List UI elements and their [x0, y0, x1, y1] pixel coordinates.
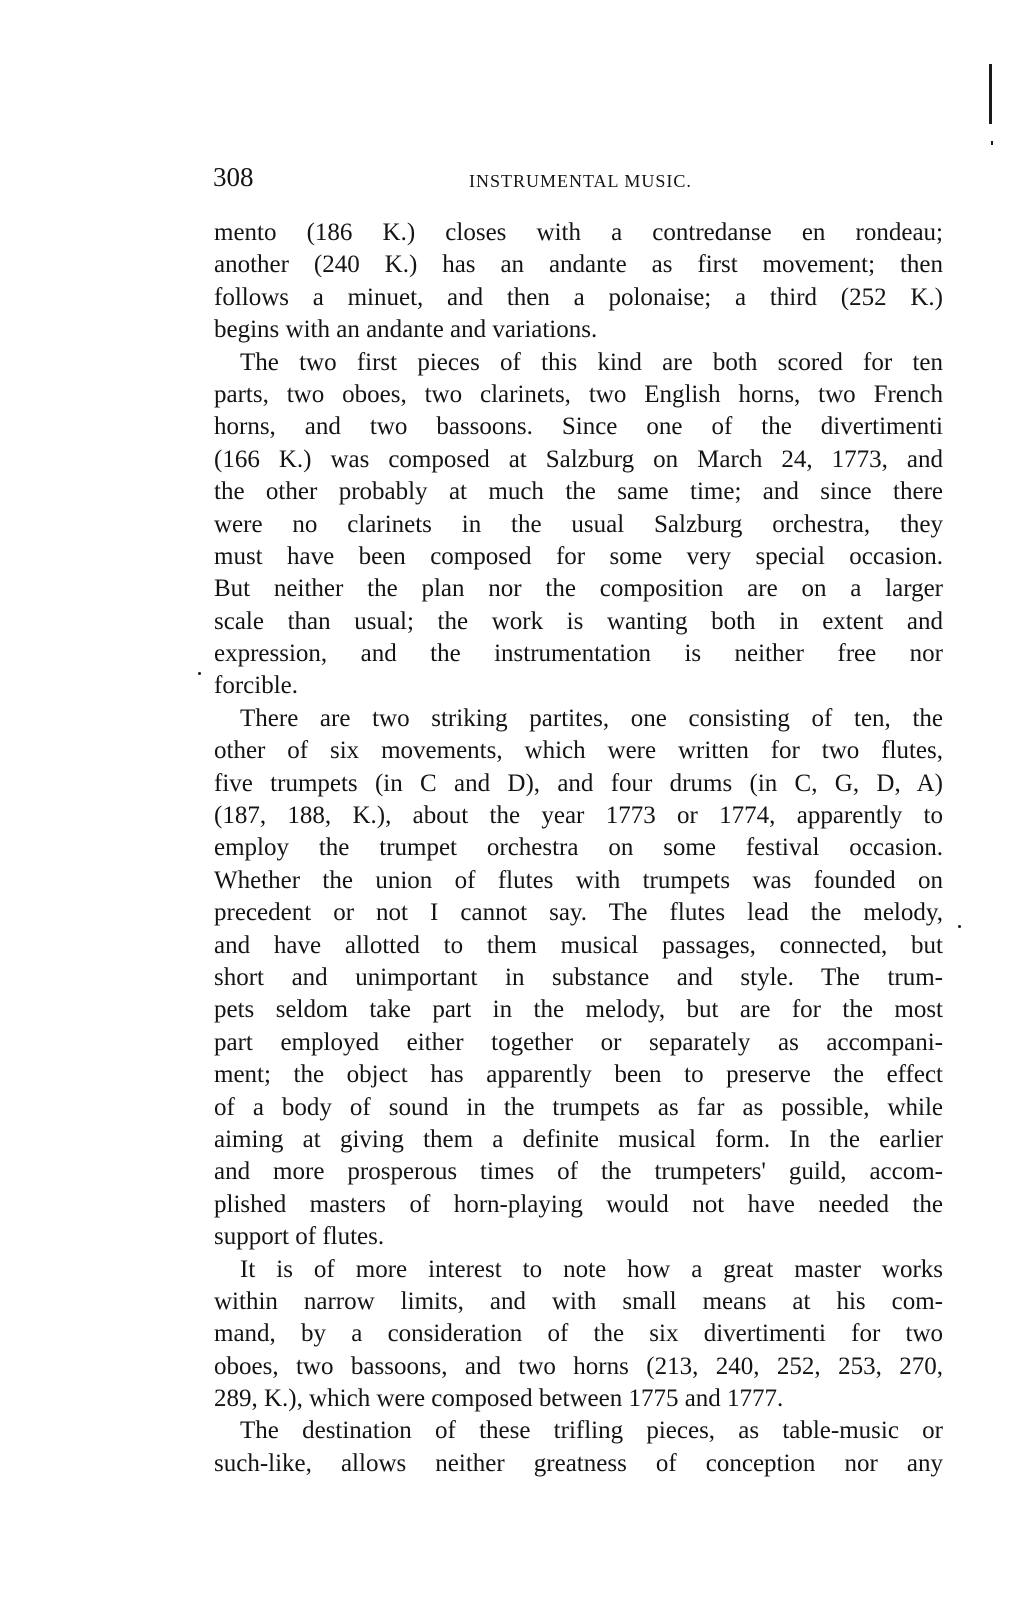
- text-line: (166 K.) was composed at Salzburg on March 24, 1773, and: [214, 445, 943, 473]
- text-line: mento (186 K.) closes with a contredanse en rondeau;: [214, 219, 943, 246]
- text-line: follows a minuet, and then a polonaise; a third (252 K.): [214, 283, 943, 311]
- text-line: another (240 K.) has an andante as first movement; then: [214, 251, 943, 279]
- text-line: support of flutes.: [214, 1223, 385, 1251]
- text-line: scale than usual; the work is wanting both in extent and: [214, 607, 943, 635]
- text-line: oboes, two bassoons, and two horns (213, 240, 252, 253, 270,: [214, 1352, 943, 1380]
- text-line: such-like, allows neither greatness of conception nor any: [214, 1449, 943, 1477]
- text-line: ment; the object has apparently been to preserve the effect: [214, 1061, 943, 1089]
- text-line: five trumpets (in C and D), and four drums (in C, G, D, A): [214, 769, 943, 797]
- paragraph: [214, 1415, 943, 1480]
- text-line: the other probably at much the same time; and since there: [214, 478, 943, 506]
- text-line: must have been composed for some very special occasion.: [214, 542, 943, 570]
- margin-dot: [958, 925, 961, 928]
- text-line: (187, 188, K.), about the year 1773 or 1774, apparently to: [214, 802, 943, 830]
- text-line: aiming at giving them a definite musical form. In the earlier: [214, 1125, 943, 1153]
- text-line: It is of more interest to note how a great master works: [240, 1255, 943, 1283]
- text-line: within narrow limits, and with small means at his com-: [214, 1287, 943, 1315]
- text-line: The two first pieces of this kind are both scored for ten: [240, 348, 943, 376]
- margin-rule-mark: [989, 64, 992, 124]
- text-line: other of six movements, which were written for two flutes,: [214, 737, 943, 765]
- text-line: There are two striking partites, one consisting of ten, the: [240, 704, 943, 732]
- text-line: expression, and the instrumentation is neither free nor: [214, 640, 943, 668]
- text-line: parts, two oboes, two clarinets, two English horns, two French: [214, 380, 943, 408]
- text-line: employ the trumpet orchestra on some festival occasion.: [214, 834, 943, 862]
- running-head: [211, 160, 951, 200]
- page-heading: INSTRUMENTAL MUSIC.: [469, 171, 692, 191]
- paragraph: [214, 703, 943, 1254]
- text-line: mand, by a consideration of the six divertimenti for two: [214, 1320, 943, 1348]
- text-line: and have allotted to them musical passages, connected, but: [214, 931, 943, 959]
- text-line: precedent or not I cannot say. The flutes lead the melody,: [214, 899, 943, 927]
- page-text: [214, 217, 943, 1480]
- text-line: and more prosperous times of the trumpeters' guild, accom-: [214, 1158, 943, 1186]
- margin-dot: [991, 141, 993, 145]
- text-line: part employed either together or separately as accompani-: [214, 1028, 943, 1056]
- paragraph: [214, 217, 943, 347]
- text-line: short and unimportant in substance and style. The trum-: [214, 963, 943, 991]
- text-line: were no clarinets in the usual Salzburg orchestra, they: [214, 510, 943, 538]
- paragraph: [214, 1254, 943, 1416]
- text-line: begins with an andante and variations.: [214, 316, 598, 344]
- page-number: 308: [213, 162, 254, 192]
- text-line: But neither the plan nor the composition are on a larger: [214, 575, 943, 603]
- margin-dot: [198, 672, 201, 675]
- text-line: of a body of sound in the trumpets as far as possible, while: [214, 1093, 943, 1121]
- paragraph: [214, 347, 943, 703]
- text-line: plished masters of horn-playing would not have needed the: [214, 1190, 943, 1218]
- text-line: Whether the union of flutes with trumpets was founded on: [214, 866, 943, 894]
- text-line: 289, K.), which were composed between 1775 and 1777.: [214, 1385, 784, 1413]
- text-line: forcible.: [214, 672, 298, 700]
- text-line: horns, and two bassoons. Since one of the divertimenti: [214, 413, 943, 441]
- text-line: pets seldom take part in the melody, but are for the most: [214, 996, 943, 1024]
- text-line: The destination of these trifling pieces, as table-music or: [240, 1417, 943, 1445]
